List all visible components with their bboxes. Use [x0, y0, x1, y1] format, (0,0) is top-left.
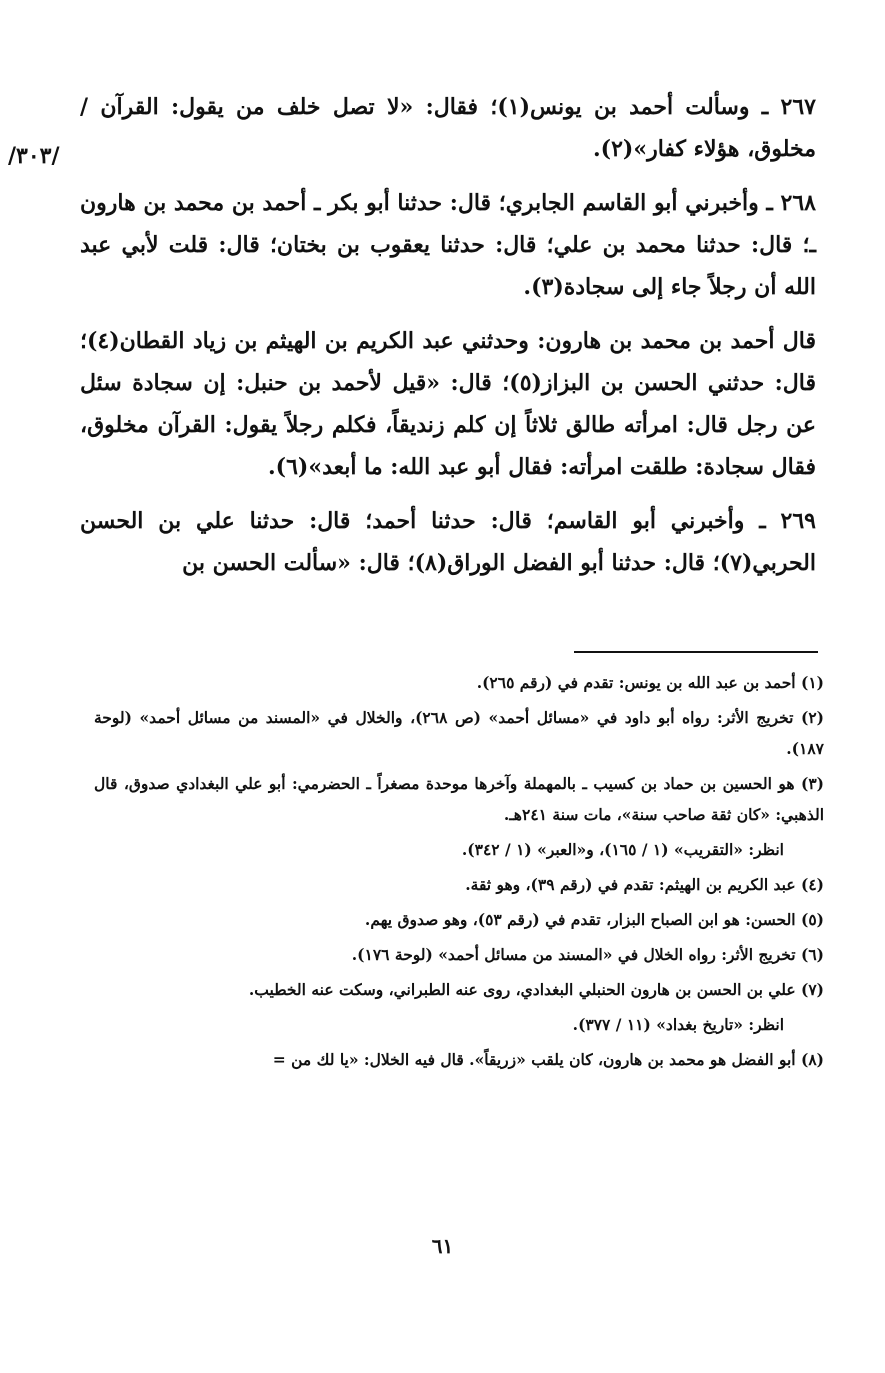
margin-page-marker: /٣٠٣/: [8, 143, 60, 169]
footnote-4: (٤) عبد الكريم بن الهيثم: تقدم في (رقم ٣٩)، وهو ثقة.: [465, 875, 824, 894]
paragraph-268: ٢٦٨ ـ وأخبرني أبو القاسم الجابري؛ قال: حدثنا أبو بكر ـ أحمد بن محمد بن هارون ـ؛ قال: حدثنا محمد بن علي؛ قال: حدثنا يعقوب بن بختان؛ قال: قلت لأبي عبد الله أن رجلاً جاء إلى سجادة(٣).: [80, 190, 816, 300]
footnote-7-reference: انظر: «تاريخ بغداد» (١١ / ٣٧٧).: [572, 1015, 784, 1034]
footnote-1: (١) أحمد بن عبد الله بن يونس: تقدم في (رقم ٢٦٥).: [476, 673, 824, 692]
main-text: [80, 86, 816, 596]
paragraph-268-continued: قال أحمد بن محمد بن هارون: وحدثني عبد الكريم بن الهيثم بن زياد القطان(٤)؛ قال: حدثني الحسن بن البزاز(٥)؛ قال: «قيل لأحمد بن حنبل: إن سجادة سئل عن رجل قال: امرأته طالق ثلاثاً إن كلم زنديقاً، فكلم رجلاً يقول: القرآن مخلوق، فقال سجادة: طلقت امرأته: فقال أبو عبد الله: ما أبعد»(٦).: [80, 328, 816, 480]
paragraph-269: ٢٦٩ ـ وأخبرني أبو القاسم؛ قال: حدثنا أحمد؛ قال: حدثنا علي بن الحسن الحربي(٧)؛ قال: حدثنا أبو الفضل الوراق(٨)؛ قال: «سألت الحسن بن: [80, 508, 816, 576]
page-number: ٦١: [431, 1234, 454, 1258]
footnote-3-reference: انظر: «التقريب» (١ / ١٦٥)، و«العبر» (١ / ٣٤٢).: [461, 840, 784, 859]
footnote-7: (٧) علي بن الحسن بن هارون الحنبلي البغدادي، روى عنه الطبراني، وسكت عنه الخطيب.: [248, 980, 824, 999]
footnote-5: (٥) الحسن: هو ابن الصباح البزار، تقدم في (رقم ٥٣)، وهو صدوق يهم.: [364, 910, 824, 929]
footnote-6: (٦) تخريج الأثر: رواه الخلال في «المسند من مسائل أحمد» (لوحة ١٧٦).: [351, 945, 824, 964]
footnote-3: (٣) هو الحسين بن حماد بن كسيب ـ بالمهملة وآخرها موحدة مصغراً ـ الحضرمي: أبو علي البغدادي صدوق، قال الذهبي: «كان ثقة صاحب سنة»، مات سنة ٢٤١هـ.: [94, 774, 824, 824]
paragraph-267: ٢٦٧ ـ وسألت أحمد بن يونس(١)؛ فقال: «لا تصل خلف من يقول: القرآن / مخلوق، هؤلاء كفار»(٢).: [80, 94, 816, 162]
footnote-separator: [574, 651, 818, 653]
footnote-8: (٨) أبو الفضل هو محمد بن هارون، كان يلقب «زريقاً». قال فيه الخلال: «يا لك من =: [272, 1050, 824, 1069]
footnote-2: (٢) تخريج الأثر: رواه أبو داود في «مسائل أحمد» (ص ٢٦٨)، والخلال في «المسند من مسائل أحمد» (لوحة ١٨٧).: [94, 708, 825, 758]
footnotes: [94, 667, 824, 1079]
